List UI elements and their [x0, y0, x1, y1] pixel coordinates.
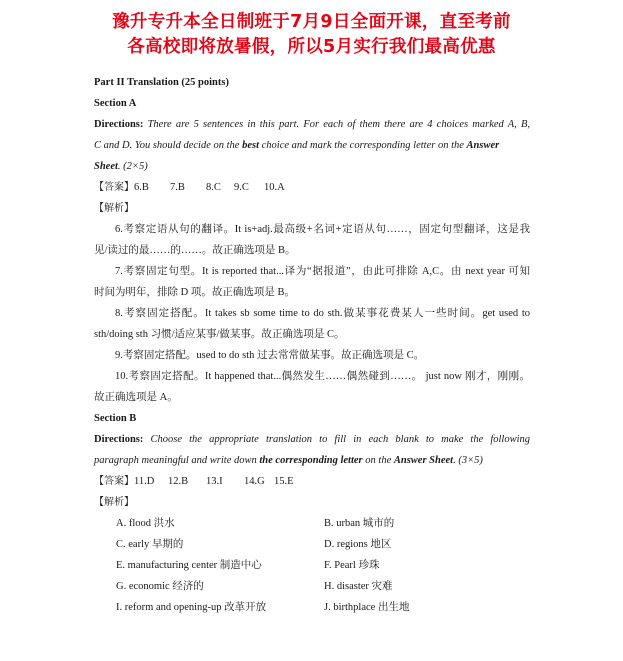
section-b-directions-line-1 [94, 429, 530, 450]
directions-text: . (3×5) [453, 455, 483, 466]
directions-emphasis: Sheet [94, 161, 118, 172]
directions-text: There are 5 sentences in this part. For each of them there are 4 choices marked A, B, [147, 119, 531, 130]
directions-text: paragraph meaningful and write down [94, 455, 260, 466]
answer-item: 11.D [134, 476, 155, 487]
directions-text: Choose the appropriate translation to fill in each blank to make the following [150, 434, 531, 445]
option-item: D. regions 地区 [324, 539, 392, 550]
explanation-6-line-1: 6.考察定语从句的翻译。It is+adj.最高级+名词+定语从句……，固定句型翻译，这是我 [115, 224, 530, 235]
directions-emphasis: best [242, 140, 259, 151]
banner-line-1: 豫升专升本全日制班于7月9日全面开课，直至考前 [112, 12, 511, 32]
explanation-8-line-2: sth/doing sth 习惯/适应某事/做某事。故正确选项是 C。 [94, 329, 345, 340]
section-a-directions-line-2 [94, 135, 530, 156]
directions-text: C and D. You should decide on the [94, 140, 243, 151]
directions-text: . (2×5) [117, 161, 148, 172]
explanation-10-line-2: 故正确选项是 A。 [94, 392, 178, 403]
option-item: I. reform and opening-up 改革开放 [116, 602, 267, 613]
option-row [94, 534, 530, 555]
directions-label: Directions: [94, 434, 144, 445]
section-b-analysis-label: 【解析】 [94, 497, 134, 508]
section-b-title: Section B [94, 413, 137, 424]
promo-banner [0, 10, 623, 60]
answer-item: 9.C [234, 182, 249, 193]
banner-line-2: 各高校即将放暑假，所以5月实行我们最高优惠 [127, 37, 496, 57]
answer-item: 6.B [134, 182, 149, 193]
option-row [94, 576, 530, 597]
document-body [94, 72, 530, 618]
directions-text: choice and mark the corresponding letter on the [259, 140, 467, 151]
option-item: F. Pearl 珍珠 [324, 560, 380, 571]
option-item: E. manufacturing center 制造中心 [116, 560, 262, 571]
answer-item: 13.I [206, 476, 223, 487]
explanation-7-line-1: 7.考察固定句型。It is reported that...译为“据报道”，由此可排除 A,C。由 next year 可知 [115, 266, 530, 277]
explanation-9-line-1: 9.考察固定搭配。used to do sth 过去常常做某事。故正确选项是 C。 [115, 350, 425, 361]
section-a-analysis-label: 【解析】 [94, 203, 134, 214]
section-b-answers [94, 471, 530, 492]
answer-label: 【答案】 [94, 182, 134, 193]
answer-item: 15.E [274, 476, 294, 487]
section-a-title: Section A [94, 98, 137, 109]
section-b-directions-line-2 [94, 450, 530, 471]
explanation-10-line-1: 10.考察固定搭配。It happened that...偶然发生……偶然碰到……。 just now 刚才，刚刚。 [115, 371, 530, 382]
section-a-directions-line-1 [94, 114, 530, 135]
answer-item: 12.B [168, 476, 189, 487]
option-item: A. flood 洪水 [116, 518, 175, 529]
option-item: H. disaster 灾难 [324, 581, 393, 592]
option-item: B. urban 城市的 [324, 518, 395, 529]
option-item: J. birthplace 出生地 [324, 602, 410, 613]
answer-label: 【答案】 [94, 476, 134, 487]
answer-item: 14.G [244, 476, 265, 487]
explanation-8-line-1: 8.考察固定搭配。It takes sb some time to do sth.做某事花费某人一些时间。get used to [115, 308, 530, 319]
option-item: G. economic 经济的 [116, 581, 204, 592]
explanation-7-line-2: 时间为明年，排除 D 项。故正确选项是 B。 [94, 287, 295, 298]
directions-emphasis: the corresponding letter [259, 455, 363, 466]
option-item: C. early 早期的 [116, 539, 184, 550]
section-a-directions-line-3 [94, 156, 530, 177]
directions-label: Directions: [94, 119, 144, 130]
answer-item: 8.C [206, 182, 221, 193]
part-title: Part II Translation (25 points) [94, 77, 229, 88]
directions-text: on the [362, 455, 394, 466]
answer-item: 7.B [170, 182, 185, 193]
option-row [94, 555, 530, 576]
option-row [94, 513, 530, 534]
explanation-6-line-2: 见/读过的最……的……。故正确选项是 B。 [94, 245, 296, 256]
answer-item: 10.A [264, 182, 285, 193]
directions-emphasis: Answer Sheet [393, 455, 454, 466]
section-a-answers [94, 177, 530, 198]
option-row [94, 597, 530, 618]
directions-emphasis: Answer [466, 140, 500, 151]
